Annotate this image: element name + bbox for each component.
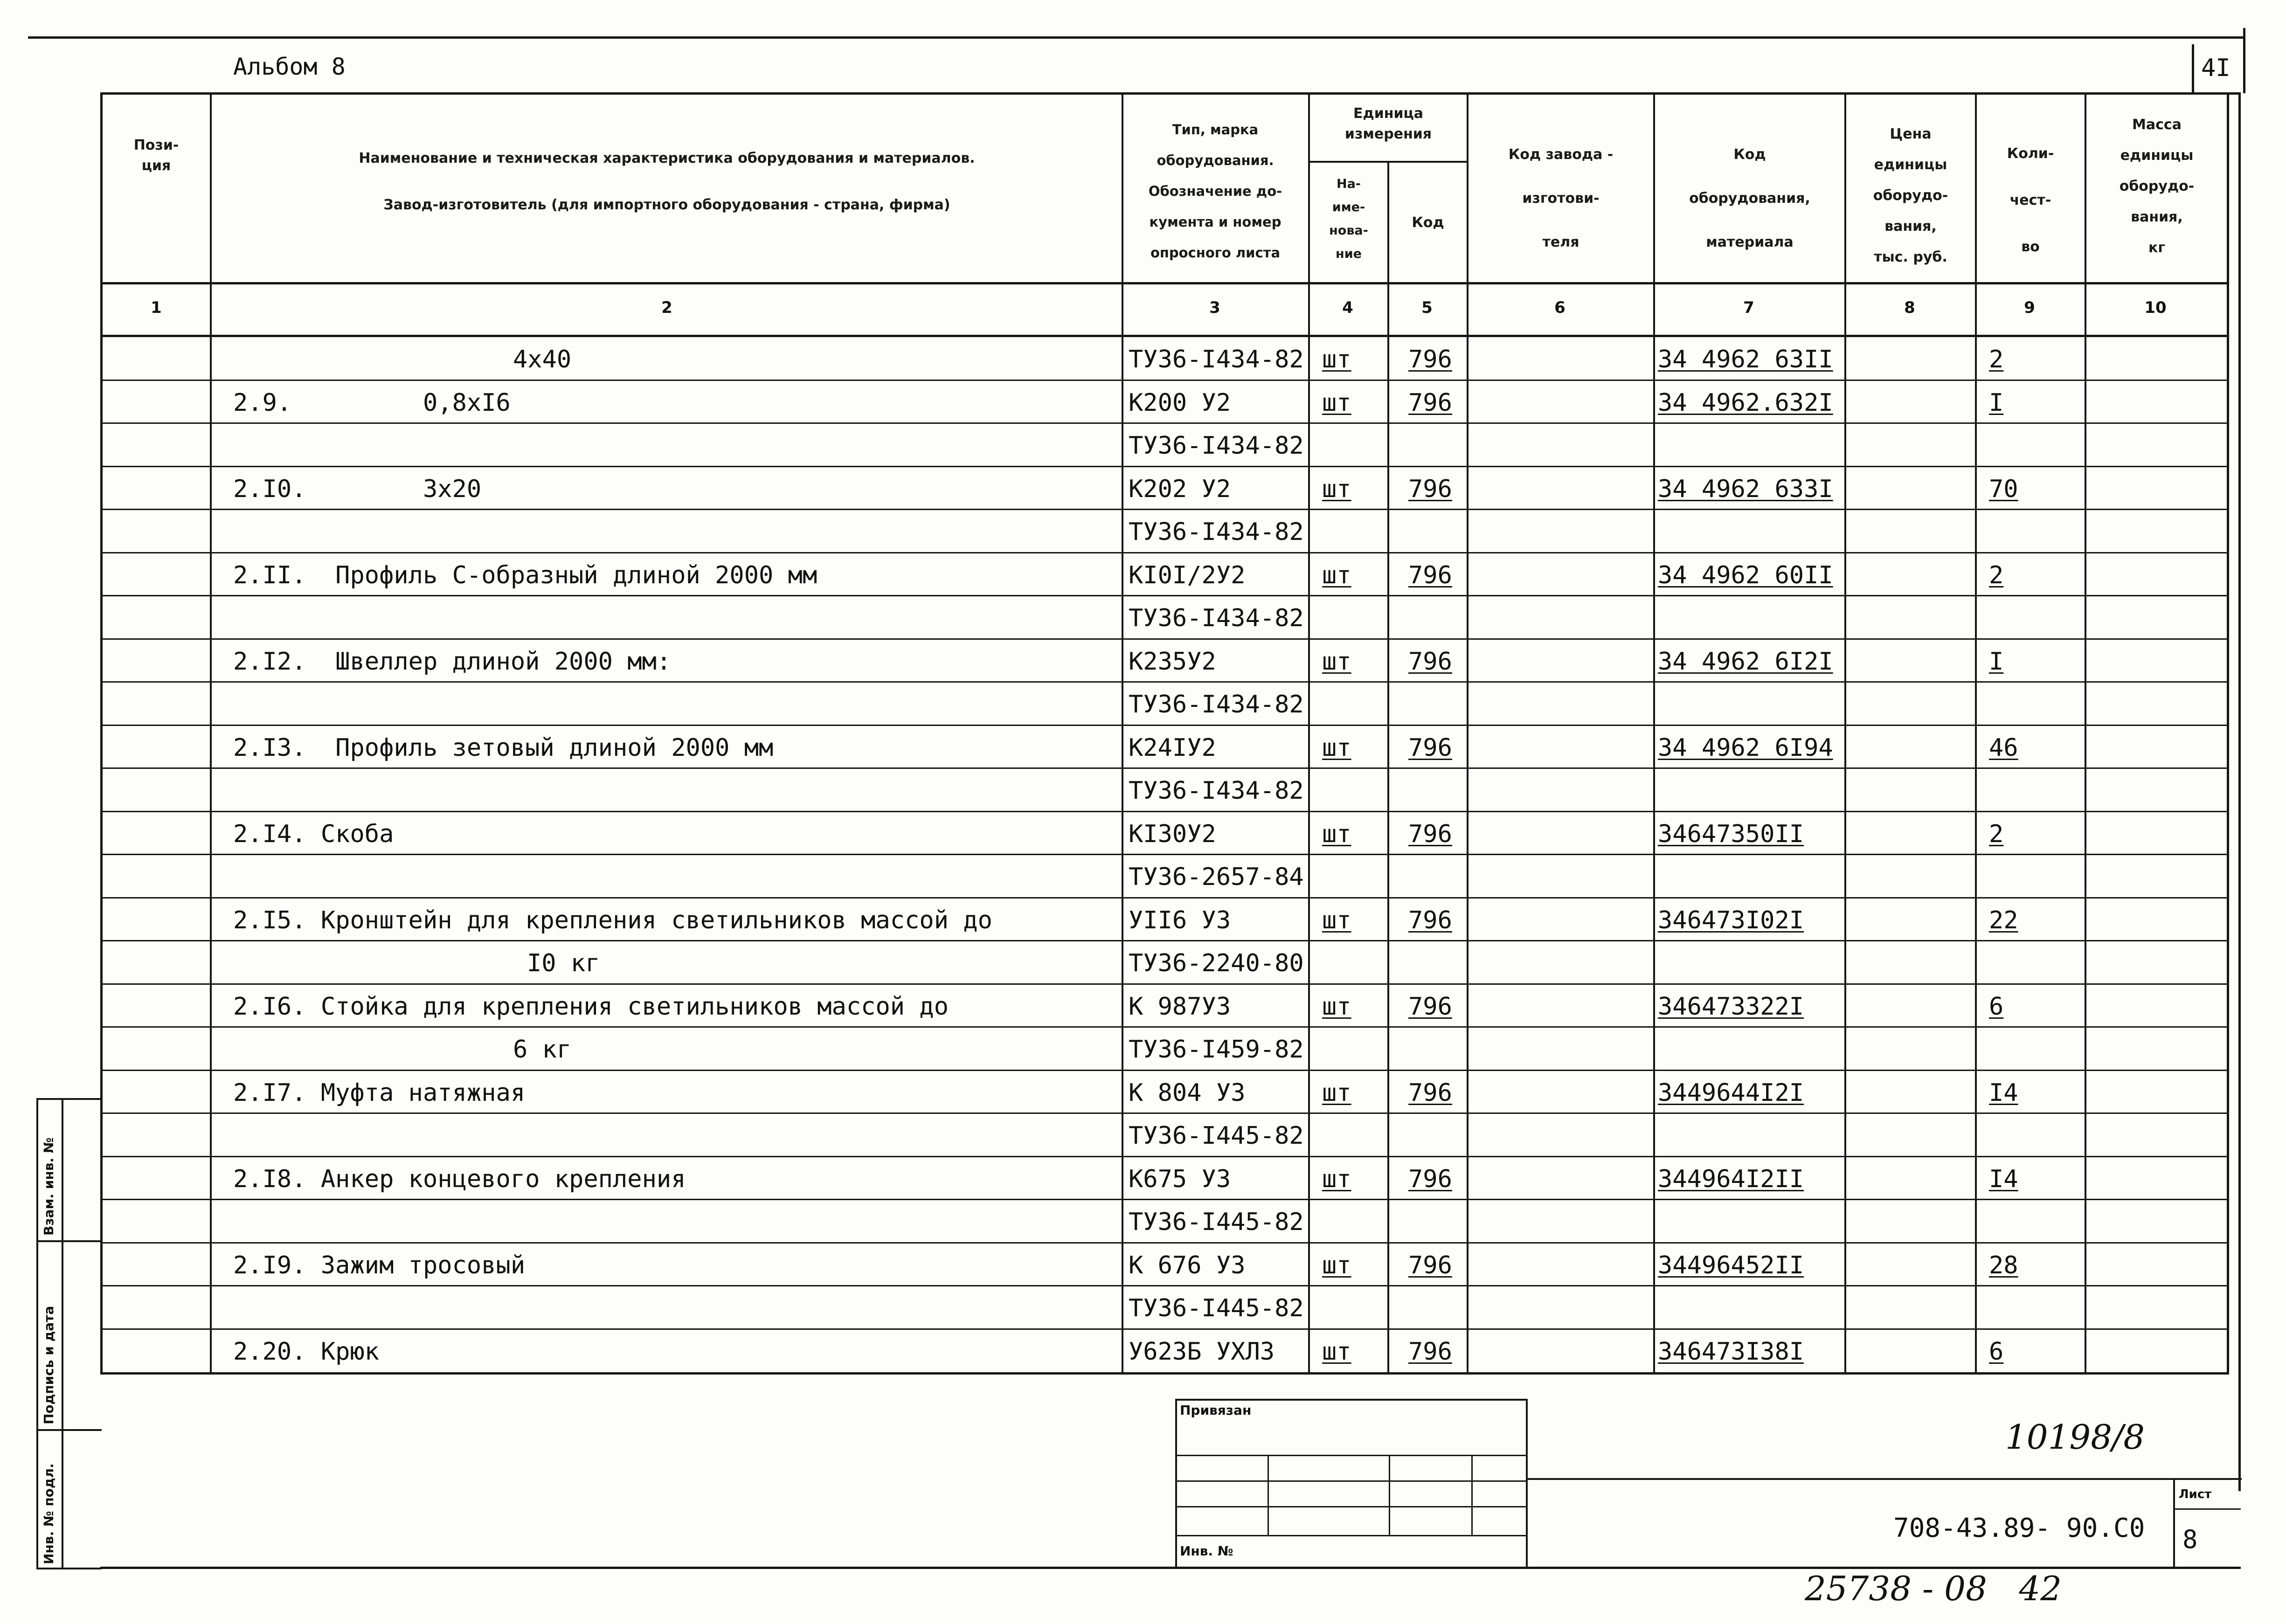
item-name: 2.20. Крюк [233,1337,380,1366]
equipment-code: 34 4962 6I2I [1658,647,1833,676]
header-unit-name: На- име- нова- ние [1329,177,1368,261]
equipment-code: 346473322I [1658,992,1804,1021]
header-price: Цена единицы оборудо- вания, тыс. руб. [1873,126,1948,265]
item-name: 2.I9. Зажим тросовый [233,1251,526,1279]
equipment-code: 344964I2II [1658,1165,1804,1193]
item-type: КI30У2 [1129,820,1216,848]
item-name: 2.I6. Стойка для крепления светильников массой до [233,992,949,1021]
unit-code: 796 [1408,1078,1452,1107]
item-type: ТУ36-I434-82 [1129,432,1304,460]
unit-name: шт [1322,1337,1351,1366]
item-type: ТУ36-I434-82 [1129,604,1304,632]
item-name: 6 кг [513,1036,572,1064]
equipment-code: 34 4962 633I [1658,475,1833,503]
col-number: 1 [151,298,162,317]
col-number: 4 [1342,298,1353,317]
equipment-code: 3449644I2I [1658,1078,1804,1107]
item-name: 2.I4. Скоба [233,820,394,848]
quantity: 6 [1989,992,2004,1021]
item-type: У623Б УХЛ3 [1129,1337,1275,1366]
quantity: I [1989,647,2004,676]
unit-code: 796 [1408,1251,1452,1279]
footer-handwritten-number: 25738 - 08 42 [1805,1569,2062,1608]
equipment-code: 346473I38I [1658,1337,1804,1366]
album-label: Альбом 8 [233,53,346,80]
unit-code: 796 [1408,647,1452,676]
item-type: ТУ36-I445-82 [1129,1294,1304,1322]
unit-code: 796 [1408,388,1452,417]
item-type: К202 У2 [1129,475,1231,503]
equipment-code: 34 4962 60II [1658,561,1833,589]
header-name: Наименование и техническая характеристика оборудования и материалов. Завод-изготовитель (для импортного оборудования - страна, фирма) [359,150,975,213]
unit-name: шт [1322,647,1351,676]
item-type: К24IУ2 [1129,733,1216,762]
stamp-document-code: 708-43.89- 90.С0 [1893,1513,2145,1543]
unit-code: 796 [1408,1337,1452,1366]
header-quantity: Коли- чест- во [2007,145,2054,255]
quantity: 46 [1989,733,2018,762]
item-type: К235У2 [1129,647,1216,676]
side-label-signature-date: Подпись и дата [41,1306,56,1424]
quantity: 70 [1989,475,2018,503]
unit-name: шт [1322,1251,1351,1279]
quantity: 6 [1989,1337,2004,1366]
unit-code: 796 [1408,475,1452,503]
col-number: 8 [1904,298,1915,317]
item-type: ТУ36-2240-80 [1129,949,1304,977]
item-name: 2.I0. 3х20 [233,475,482,503]
unit-code: 796 [1408,561,1452,589]
equipment-code: 34496452II [1658,1251,1804,1279]
quantity: 2 [1989,346,2004,373]
unit-name: шт [1322,561,1351,589]
item-type: К 987У3 [1129,992,1231,1021]
col-number: 7 [1743,298,1754,317]
quantity: 2 [1989,820,2004,848]
item-name: 2.I5. Кронштейн для крепления светильников массой до [233,906,992,934]
equipment-code: 34 4962 6I94 [1658,733,1833,762]
col-number: 3 [1209,298,1220,317]
quantity: 22 [1989,906,2018,934]
item-name: 2.I2. Швеллер длиной 2000 мм: [233,647,672,676]
quantity: I4 [1989,1165,2018,1193]
col-number: 6 [1554,298,1566,317]
unit-name: шт [1322,346,1351,373]
equipment-code: 34647350II [1658,820,1804,848]
unit-name: шт [1322,388,1351,417]
item-type: ТУ36-I445-82 [1129,1208,1304,1236]
item-type: К 804 У3 [1129,1078,1246,1107]
col-number: 9 [2024,298,2035,317]
item-name: 2.II. Профиль С-образный длиной 2000 мм [233,561,817,589]
quantity: 28 [1989,1251,2018,1279]
item-type: ТУ36-2657-84 [1129,863,1304,891]
item-type: УII6 У3 [1129,906,1231,934]
side-label-original-inv: Инв. № подл. [41,1463,56,1564]
unit-code: 796 [1408,346,1452,373]
header-plant-code: Код завода - изготови- теля [1508,146,1614,250]
header-position: Пози- ция [133,137,179,174]
quantity: 2 [1989,561,2004,589]
col-number: 10 [2144,298,2167,317]
unit-name: шт [1322,820,1351,848]
quantity: I [1989,388,2004,417]
stamp-handwritten-number: 10198/8 [2005,1417,2145,1457]
item-type: К675 У3 [1129,1165,1231,1193]
quantity: I4 [1989,1078,2018,1107]
equipment-code: 34 4962 63II [1658,346,1833,373]
unit-code: 796 [1408,992,1452,1021]
unit-name: шт [1322,992,1351,1021]
item-type: ТУ36-I434-82 [1129,346,1304,373]
header-type: Тип, марка оборудования. Обозначение до- кумента и номер опросного листа [1148,122,1282,261]
stamp-privyazan: Привязан [1180,1403,1252,1418]
header-unit: Единица измерения [1344,105,1432,142]
stamp-sheet-label: Лист [2179,1487,2212,1501]
unit-code: 796 [1408,733,1452,762]
unit-name: шт [1322,475,1351,503]
stamp-inv-no: Инв. № [1180,1543,1233,1559]
item-type: ТУ36-I434-82 [1129,777,1304,805]
item-type: ТУ36-I434-82 [1129,691,1304,719]
item-type: К200 У2 [1129,388,1231,417]
item-name: 2.I8. Анкер концевого крепления [233,1165,686,1193]
item-type: КI0I/2У2 [1129,561,1246,589]
header-mass: Масса единицы оборудо- вания, кг [2119,117,2195,256]
item-name: 4x40 [513,346,572,373]
item-type: ТУ36-I434-82 [1129,518,1304,546]
item-type: ТУ36-I459-82 [1129,1036,1304,1064]
equipment-code: 346473I02I [1658,906,1804,934]
unit-code: 796 [1408,1165,1452,1193]
header-unit-code: Код [1412,214,1444,231]
item-name: I0 кг [527,949,600,977]
item-name: 2.9. 0,8хI6 [233,388,511,417]
item-name: 2.I7. Муфта натяжная [233,1078,526,1107]
header-equipment-code: Код оборудования, материала [1689,146,1810,250]
page-number: 4I [2201,54,2231,82]
unit-name: шт [1322,733,1351,762]
side-label-replaced-inv: Взам. инв. № [41,1137,56,1236]
stamp-sheet-number: 8 [2182,1525,2198,1554]
col-number: 5 [1421,298,1433,317]
item-type: ТУ36-I445-82 [1129,1122,1304,1150]
unit-code: 796 [1408,820,1452,848]
unit-code: 796 [1408,906,1452,934]
col-number: 2 [661,298,672,317]
item-type: К 676 У3 [1129,1251,1246,1279]
equipment-code: 34 4962.632I [1658,388,1833,417]
unit-name: шт [1322,1078,1351,1107]
item-name: 2.I3. Профиль зетовый длиной 2000 мм [233,733,774,762]
unit-name: шт [1322,906,1351,934]
unit-name: шт [1322,1165,1351,1193]
